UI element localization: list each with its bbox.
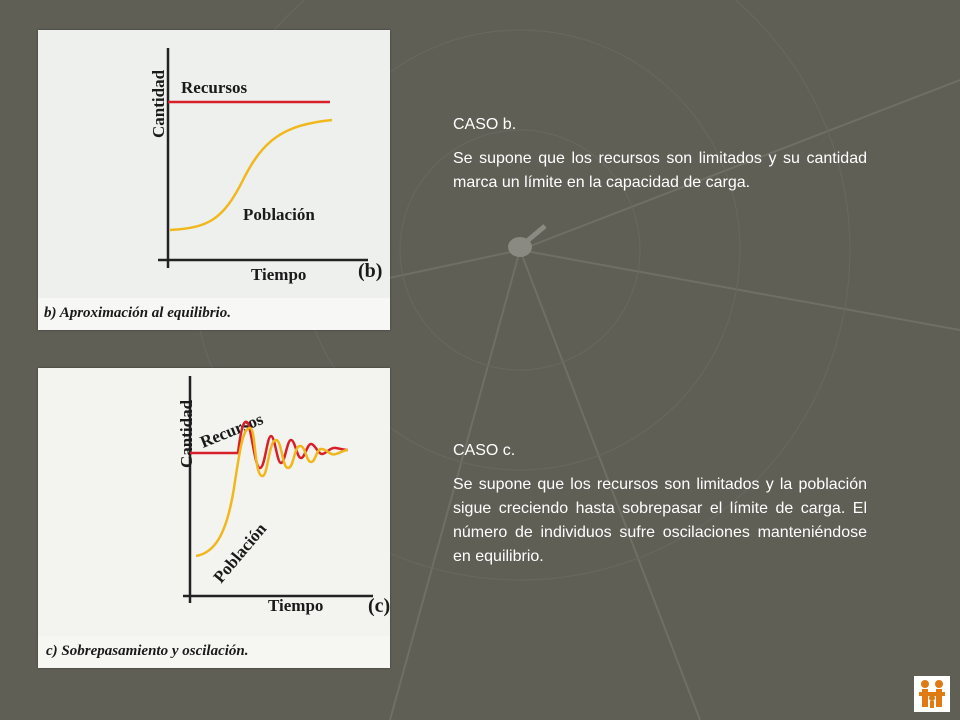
figure-caption: b) Aproximación al equilibrio.: [44, 305, 231, 321]
case-b-text: [453, 113, 867, 195]
case-b-body: Se supone que los recursos son limitados y su cantidad marca un límite en la capacidad de carga.: [453, 150, 867, 191]
x-axis-label: Tiempo: [251, 265, 307, 284]
x-axis-label: Tiempo: [268, 596, 324, 615]
recursos-label: Recursos: [197, 409, 266, 452]
case-c-heading: CASO c.: [453, 442, 516, 459]
poblacion-label: Población: [243, 205, 315, 224]
case-b-heading: CASO b.: [453, 116, 517, 133]
case-c-body: Se supone que los recursos son limitados y la población sigue creciendo hasta sobrepasar el límite de carga. El número de individuos sufre oscilaciones manteniéndose en equilibrio.: [453, 476, 867, 565]
y-axis-label: Cantidad: [177, 399, 196, 468]
figure-caption: c) Sobrepasamiento y oscilación.: [46, 643, 249, 659]
poblacion-label: Población: [209, 519, 271, 587]
recursos-label: Recursos: [181, 78, 248, 97]
case-c-text: [453, 439, 867, 569]
people-logo-icon[interactable]: [914, 676, 950, 712]
y-axis-label: Cantidad: [149, 69, 168, 138]
figure-c: [38, 368, 390, 668]
figure-tag: (c): [368, 595, 390, 617]
figure-b: [38, 30, 390, 330]
figure-tag: (b): [358, 260, 383, 282]
